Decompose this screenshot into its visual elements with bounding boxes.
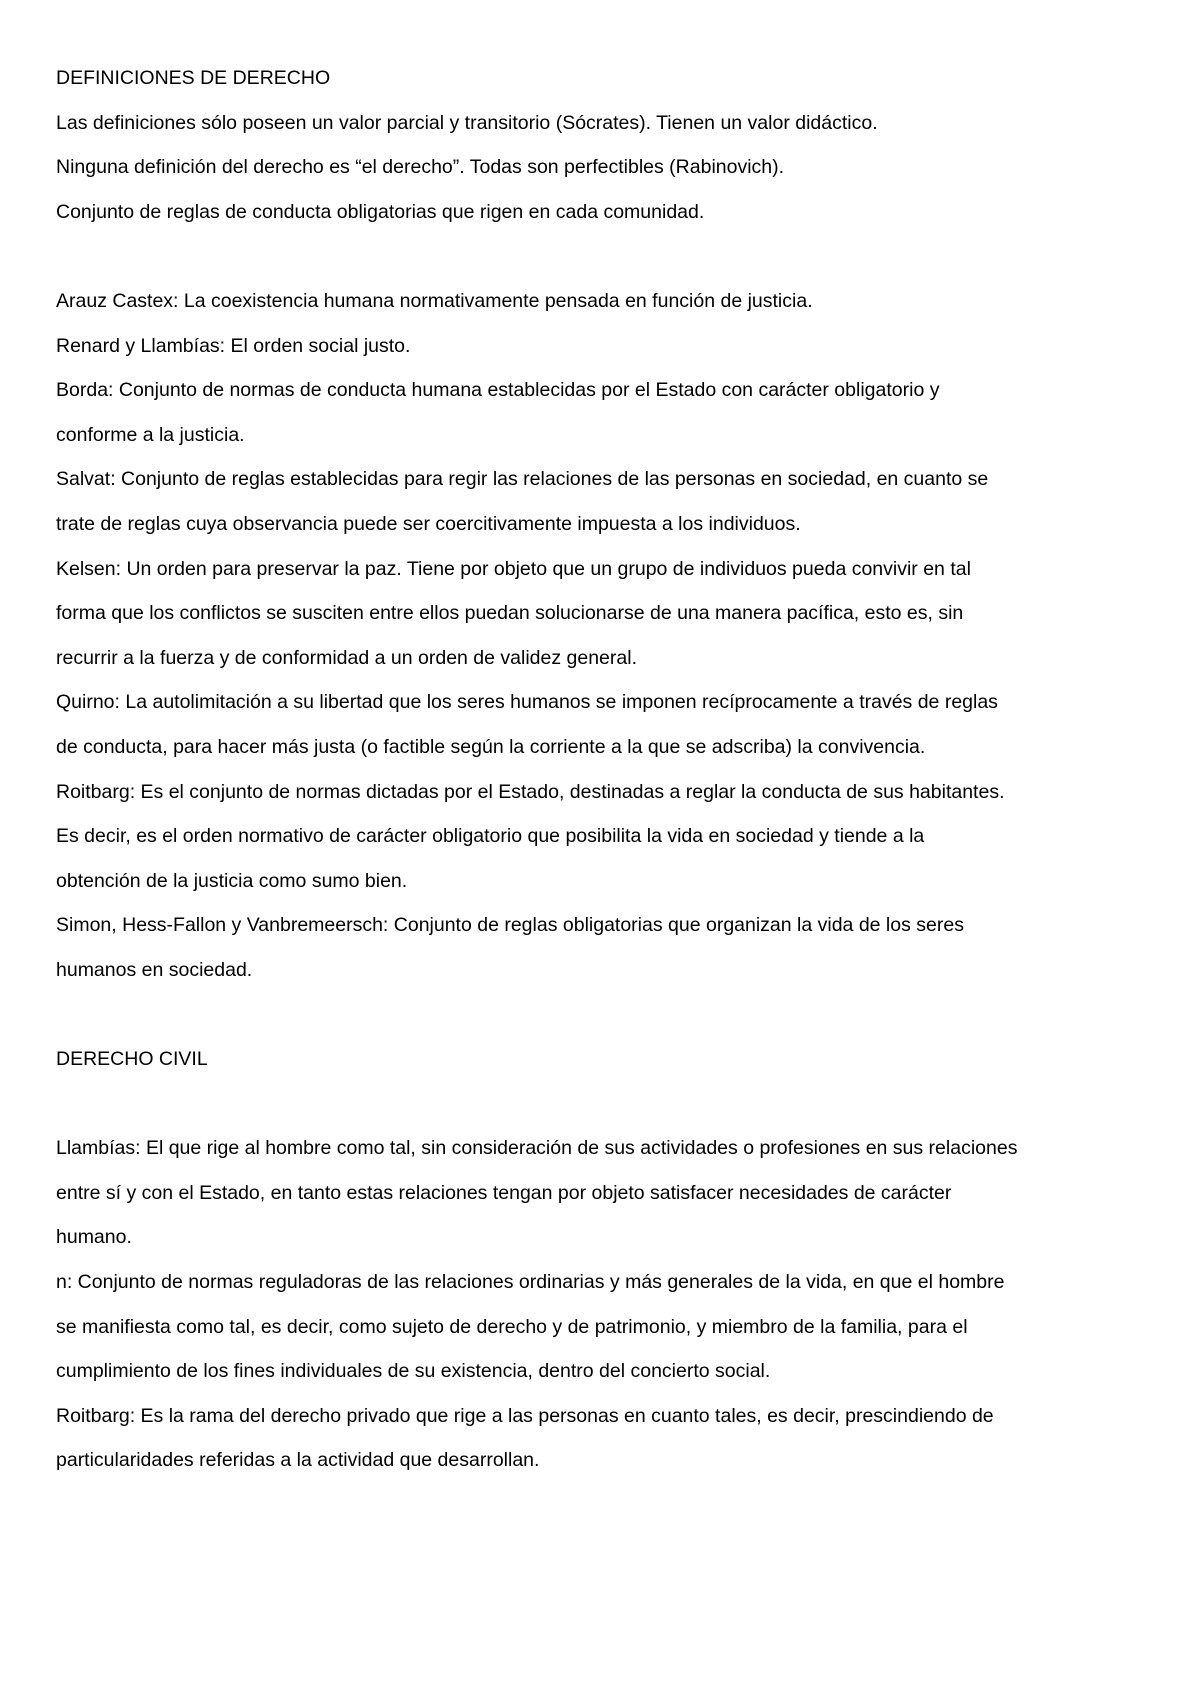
definition-line: Roitbarg: Es la rama del derecho privado que rige a las personas en cuanto tales, es decir, prescindiendo de (56, 1404, 994, 1427)
definition-line: Es decir, es el orden normativo de carácter obligatorio que posibilita la vida en sociedad y tiende a la (56, 825, 925, 848)
definition-line: Arauz Castex: La coexistencia humana normativamente pensada en función de justicia. (56, 289, 813, 312)
definition-line: forma que los conflictos se susciten entre ellos puedan solucionarse de una manera pacífica, esto es, sin (56, 602, 964, 625)
intro-line: Conjunto de reglas de conducta obligatorias que rigen en cada comunidad. (56, 200, 705, 223)
document-body (56, 56, 1156, 1483)
intro-line: Ninguna definición del derecho es “el derecho”. Todas son perfectibles (Rabinovich). (56, 156, 785, 179)
blank-line (56, 234, 1156, 279)
definition-line: obtención de la justicia como sumo bien. (56, 869, 408, 892)
definition-line: Roitbarg: Es el conjunto de normas dictadas por el Estado, destinadas a reglar la conducta de sus habitantes. (56, 780, 1005, 803)
definition-line: Salvat: Conjunto de reglas establecidas para regir las relaciones de las personas en sociedad, en cuanto se (56, 468, 989, 491)
section-heading-derecho-civil: DERECHO CIVIL (56, 1048, 208, 1071)
definition-line: cumplimiento de los fines individuales de su existencia, dentro del concierto social. (56, 1360, 771, 1383)
intro-line: Las definiciones sólo poseen un valor parcial y transitorio (Sócrates). Tienen un valor didáctico. (56, 111, 878, 134)
definition-line: Quirno: La autolimitación a su libertad que los seres humanos se imponen recíprocamente a través de reglas (56, 691, 998, 714)
definition-line: particularidades referidas a la actividad que desarrollan. (56, 1449, 540, 1472)
definition-line: humanos en sociedad. (56, 958, 253, 981)
definition-line: humano. (56, 1226, 132, 1249)
definition-line: Simon, Hess-Fallon y Vanbremeersch: Conjunto de reglas obligatorias que organizan la vida de los seres (56, 914, 964, 937)
definition-line: de conducta, para hacer más justa (o factible según la corriente a la que se adscriba) la convivencia. (56, 735, 926, 758)
definition-line: n: Conjunto de normas reguladoras de las relaciones ordinarias y más generales de la vida, en que el hombre (56, 1271, 1005, 1294)
definition-line: recurrir a la fuerza y de conformidad a un orden de validez general. (56, 646, 637, 669)
definition-line: Renard y Llambías: El orden social justo. (56, 334, 411, 357)
section-heading-definiciones: DEFINICIONES DE DERECHO (56, 67, 331, 89)
definition-line: conforme a la justicia. (56, 423, 245, 446)
definition-line: se manifiesta como tal, es decir, como sujeto de derecho y de patrimonio, y miembro de la familia, para el (56, 1315, 968, 1338)
definition-line: Llambías: El que rige al hombre como tal, sin consideración de sus actividades o profesiones en sus relaciones (56, 1137, 1018, 1160)
definition-line: entre sí y con el Estado, en tanto estas relaciones tengan por objeto satisfacer necesidades de carácter (56, 1181, 952, 1204)
definition-line: Borda: Conjunto de normas de conducta humana establecidas por el Estado con carácter obligatorio y (56, 379, 940, 402)
definition-line: Kelsen: Un orden para preservar la paz. Tiene por objeto que un grupo de individuos pueda convivir en tal (56, 557, 971, 580)
blank-line (56, 1082, 1156, 1127)
blank-line (56, 992, 1156, 1037)
definition-line: trate de reglas cuya observancia puede ser coercitivamente impuesta a los individuos. (56, 512, 801, 535)
